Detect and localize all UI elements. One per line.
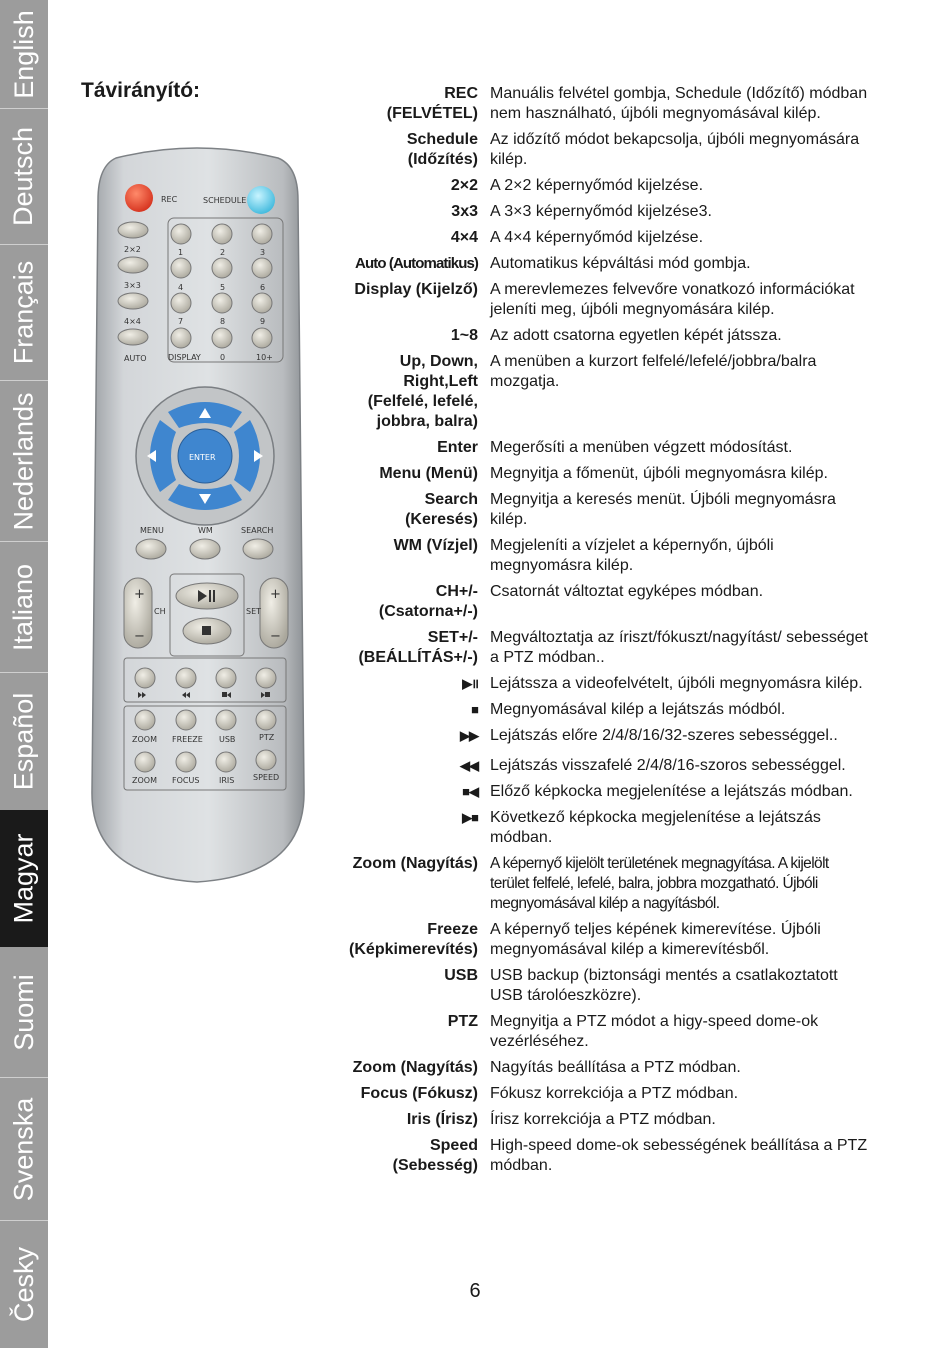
menu-label: MENU <box>140 526 164 535</box>
n5-label: 5 <box>220 283 226 292</box>
key-label: 1~8 <box>450 327 478 344</box>
key-description: A képernyő teljes képének kimerevítése. Újbóli megnyomásával kilép a kimerevítésből. <box>490 921 821 958</box>
list-item <box>330 352 870 432</box>
language-tab-bar <box>0 0 48 1348</box>
list-item <box>330 1012 870 1052</box>
key-label: CH+/- (Csatorna+/-) <box>378 583 478 620</box>
key-label: PTZ <box>447 1013 478 1030</box>
list-item <box>330 966 870 1006</box>
key-label: 2×2 <box>450 177 478 194</box>
list-item <box>330 280 870 320</box>
key-description: A 2×2 képernyőmód kijelzése. <box>490 177 704 194</box>
n4-label: 4 <box>178 283 184 292</box>
page-number: 6 <box>469 1280 481 1302</box>
key-label: Schedule (Időzítés) <box>406 131 478 168</box>
list-item <box>330 254 870 274</box>
key-description: Automatikus képváltási mód gombja. <box>490 255 751 272</box>
n0-label: 0 <box>220 353 226 362</box>
key-label: Freeze (Képkimerevítés) <box>349 921 478 958</box>
n9-label: 9 <box>260 317 266 326</box>
key-description: Az időzítő módot bekapcsolja, újbóli megnyomására kilép. <box>490 131 860 168</box>
list-item <box>330 854 870 914</box>
list-item <box>330 920 870 960</box>
key-label: Display (Kijelző) <box>354 281 478 298</box>
list-item <box>330 464 870 484</box>
lang-tab-magyar[interactable]: Magyar <box>0 810 48 947</box>
key-description: Lejátszás visszafelé 2/4/8/16-szoros sebességgel. <box>490 757 846 774</box>
key-description: Megnyitja a keresés menüt. Újbóli megnyomásra kilép. <box>490 491 836 528</box>
enter-label: ENTER <box>189 453 216 462</box>
key-label: WM (Vízjel) <box>393 537 478 554</box>
key-description: Csatornát változtat egyképes módban. <box>490 583 764 600</box>
key-description: A képernyő kijelölt területének megnagyítása. A kijelölt terület felfelé, lefelé, balra, jobbra mozgatható. Újbóli megnyomásával kilép a nagyításból. <box>490 855 829 912</box>
split3-label: 3×3 <box>124 281 141 290</box>
key-description: Megnyomásával kilép a lejátszás módból. <box>490 701 786 718</box>
key-description: Megnyitja a főmenüt, újbóli megnyomásra kilép. <box>490 465 828 482</box>
list-item <box>330 700 870 720</box>
key-label: Up, Down, Right,Left (Felfelé, lefelé, jobbra, balra) <box>367 353 478 430</box>
lang-tab-nederlands[interactable]: Nederlands <box>8 391 39 531</box>
fast-forward-icon: ▶▶ <box>460 728 478 743</box>
key-description: Írisz korrekciója a PTZ módban. <box>490 1111 716 1128</box>
freeze-label: FREEZE <box>172 735 203 744</box>
key-description: A merevlemezes felvevőre vonatkozó információkat jeleníti meg, újbóli megnyomására kilép. <box>490 281 855 318</box>
n3-label: 3 <box>260 248 266 257</box>
key-description: Lejátssza a videofelvételt, újbóli megnyomásra kilép. <box>490 675 863 692</box>
rewind-icon: ◀◀ <box>460 758 478 773</box>
set-plus-label: + <box>270 587 281 602</box>
search-label: SEARCH <box>241 526 274 535</box>
ch-minus-label: − <box>134 629 145 644</box>
lang-tab-espanol[interactable]: Español <box>8 692 39 791</box>
key-label: Menu (Menü) <box>379 465 478 482</box>
list-item <box>330 1110 870 1130</box>
ptz-zoom-label: ZOOM <box>132 776 157 785</box>
list-item <box>330 1058 870 1078</box>
wm-label: WM <box>198 526 213 535</box>
list-item <box>330 438 870 458</box>
lang-tab-deutsch[interactable]: Deutsch <box>8 126 39 227</box>
split4-label: 4×4 <box>124 317 141 326</box>
key-description: USB backup (biztonsági mentés a csatlakoztatott USB tárolóeszközre). <box>490 967 838 1004</box>
ch-plus-label: + <box>134 587 145 602</box>
speed-label: SPEED <box>253 773 280 782</box>
iris-label: IRIS <box>219 776 235 785</box>
focus-label: FOCUS <box>172 776 200 785</box>
play-pause-icon: ▶॥ <box>462 676 478 691</box>
n2-label: 2 <box>220 248 226 257</box>
key-description: High-speed dome-ok sebességének beállítása a PTZ módban. <box>490 1137 868 1174</box>
list-item <box>330 582 870 622</box>
list-item <box>330 808 870 848</box>
lang-tab-english[interactable]: English <box>8 9 39 99</box>
set-label: SET <box>246 607 262 616</box>
list-item <box>330 176 870 196</box>
key-description: A 4×4 képernyőmód kijelzése. <box>490 229 704 246</box>
key-description: Fókusz korrekciója a PTZ módban. <box>490 1085 739 1102</box>
next-frame-icon: ▶■ <box>462 810 478 825</box>
n6-label: 6 <box>260 283 266 292</box>
n8-label: 8 <box>220 317 226 326</box>
page-title: Távirányító: <box>81 79 201 102</box>
key-label: Focus (Fókusz) <box>360 1085 478 1102</box>
list-item <box>330 84 870 124</box>
list-item <box>330 782 870 802</box>
key-label: Enter <box>437 439 478 456</box>
list-item <box>330 326 870 346</box>
ptz-label: PTZ <box>259 733 275 742</box>
zoom-label: ZOOM <box>132 735 157 744</box>
key-label: 3x3 <box>451 203 478 220</box>
lang-tab-suomi[interactable]: Suomi <box>8 973 39 1051</box>
remote-control-icon <box>86 140 308 885</box>
key-description: Megváltoztatja az íriszt/fókuszt/nagyítást/ sebességet a PTZ módban.. <box>490 629 868 666</box>
list-item <box>330 202 870 222</box>
list-item <box>330 536 870 576</box>
key-label: Search (Keresés) <box>405 491 478 528</box>
key-description: Megnyitja a PTZ módot a higy-speed dome-ok vezérléséhez. <box>490 1013 819 1050</box>
key-label: USB <box>444 967 478 984</box>
list-item <box>330 1136 870 1176</box>
auto-label: AUTO <box>124 354 147 363</box>
schedule-label: SCHEDULE <box>203 196 247 205</box>
key-label: 4×4 <box>450 229 478 246</box>
usb-label: USB <box>219 735 236 744</box>
key-label: Speed (Sebesség) <box>392 1137 478 1174</box>
display-label: DISPLAY <box>168 353 201 362</box>
key-description: Lejátszás előre 2/4/8/16/32-szeres sebességgel.. <box>490 727 838 744</box>
key-description: Manuális felvétel gombja, Schedule (Időzítő) módban nem használható, újbóli megnyomásával kilép. <box>490 85 868 122</box>
rec-label: REC <box>161 195 178 204</box>
split2-label: 2×2 <box>124 245 141 254</box>
key-description: Megjeleníti a vízjelet a képernyőn, újbóli megnyomásra kilép. <box>490 537 774 574</box>
key-label: Auto (Automatikus) <box>355 255 478 272</box>
set-minus-label: − <box>270 629 281 644</box>
n1-label: 1 <box>178 248 184 257</box>
n10-label: 10+ <box>256 353 273 362</box>
ch-label: CH <box>154 607 166 616</box>
key-description: Következő képkocka megjelenítése a lejátszás módban. <box>490 809 821 846</box>
key-description: Megerősíti a menüben végzett módosítást. <box>490 439 793 456</box>
key-label: REC (FELVÉTEL) <box>386 85 478 122</box>
key-label: Iris (Írisz) <box>406 1111 478 1128</box>
list-item <box>330 228 870 248</box>
key-description: A menüben a kurzort felfelé/lefelé/jobbra/balra mozgatja. <box>490 353 817 390</box>
previous-frame-icon: ■◀ <box>462 784 478 799</box>
list-item <box>330 756 870 776</box>
list-item <box>330 674 870 694</box>
key-description: Előző képkocka megjelenítése a lejátszás módban. <box>490 783 853 800</box>
list-item <box>330 628 870 668</box>
list-item <box>330 1084 870 1104</box>
remote-control-image <box>86 140 308 885</box>
key-description: Nagyítás beállítása a PTZ módban. <box>490 1059 741 1076</box>
lang-tab-cesky[interactable]: Česky <box>8 1246 39 1323</box>
list-item <box>330 490 870 530</box>
lang-tab-francais[interactable]: Français <box>8 260 39 365</box>
remote-key-list <box>330 84 870 1182</box>
list-item <box>330 726 870 746</box>
key-label: Zoom (Nagyítás) <box>352 855 478 872</box>
list-item <box>330 130 870 170</box>
lang-tab-italiano[interactable]: Italiano <box>8 563 39 651</box>
key-label: SET+/- (BEÁLLÍTÁS+/-) <box>358 629 478 666</box>
key-description: A 3×3 képernyőmód kijelzése3. <box>490 203 712 220</box>
n7-label: 7 <box>178 317 184 326</box>
stop-icon: ■ <box>471 702 478 717</box>
lang-tab-svenska[interactable]: Svenska <box>8 1097 39 1201</box>
key-description: Az adott csatorna egyetlen képét játssza. <box>490 327 782 344</box>
key-label: Zoom (Nagyítás) <box>352 1059 478 1076</box>
